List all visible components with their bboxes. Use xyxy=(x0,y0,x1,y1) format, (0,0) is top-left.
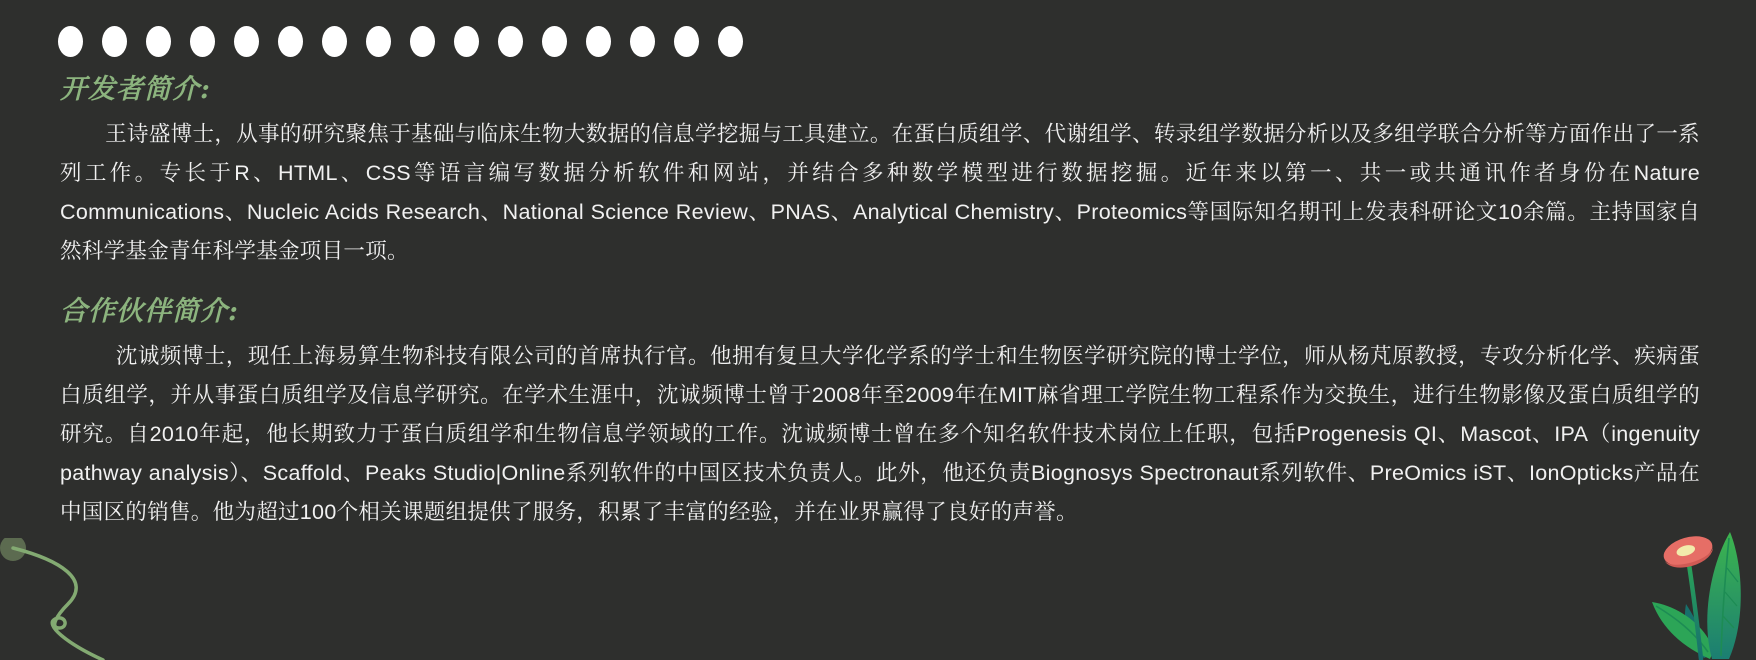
partner-intro-heading: 合作伙伴简介: xyxy=(60,296,239,327)
slide-content xyxy=(60,74,1700,532)
dot-icon xyxy=(542,26,567,57)
dots-row xyxy=(58,26,743,57)
dot-icon xyxy=(454,26,479,57)
dot-icon xyxy=(630,26,655,57)
dot-icon xyxy=(102,26,127,57)
dot-icon xyxy=(718,26,743,57)
vine-icon xyxy=(0,538,120,660)
dot-icon xyxy=(498,26,523,57)
section-partner-intro xyxy=(60,296,1700,532)
developer-intro-text: 王诗盛博士，从事的研究聚焦于基础与临床生物大数据的信息学挖掘与工具建立。在蛋白质组学、代谢组学、转录组学数据分析以及多组学联合分析等方面作出了一系列工作。专长于R、HTML、CSS等语言编写数据分析软件和网站，并结合多种数学模型进行数据挖掘。近年来以第一、共一或共通讯作者身份在Nature Communications、Nucleic Acids Research、National Science Review、PNAS、Analytical Chemistry、Proteomics等国际知名期刊上发表科研论文10余篇。主持国家自然科学基金青年科学基金项目一项。 xyxy=(60,122,1700,263)
dot-icon xyxy=(146,26,171,57)
dot-icon xyxy=(322,26,347,57)
dot-icon xyxy=(586,26,611,57)
dot-icon xyxy=(58,26,83,57)
dot-icon xyxy=(410,26,435,57)
section-developer-intro xyxy=(60,74,1700,271)
dot-icon xyxy=(234,26,259,57)
partner-intro-text: 沈诚频博士，现任上海易算生物科技有限公司的首席执行官。他拥有复旦大学化学系的学士和生物医学研究院的博士学位，师从杨芃原教授，专攻分析化学、疾病蛋白质组学，并从事蛋白质组学及信息学研究。在学术生涯中，沈诚频博士曾于2008年至2009年在MIT麻省理工学院生物工程系作为交换生，进行生物影像及蛋白质组学的研究。自2010年起，他长期致力于蛋白质组学和生物信息学领域的工作。沈诚频博士曾在多个知名软件技术岗位上任职，包括Progenesis QI、Mascot、IPA（ingenuity pathway analysis）、Scaffold、Peaks Studio|Online系列软件的中国区技术负责人。此外，他还负责Biognosys Spectronaut系列软件、PreOmics iST、IonOpticks产品在中国区的销售。他为超过100个相关课题组提供了服务，积累了丰富的经验，并在业界赢得了良好的声誉。 xyxy=(60,344,1700,524)
developer-intro-heading: 开发者简介: xyxy=(60,74,211,105)
dot-icon xyxy=(674,26,699,57)
dot-icon xyxy=(366,26,391,57)
dot-icon xyxy=(278,26,303,57)
flower-icon xyxy=(1616,508,1756,660)
dot-icon xyxy=(190,26,215,57)
